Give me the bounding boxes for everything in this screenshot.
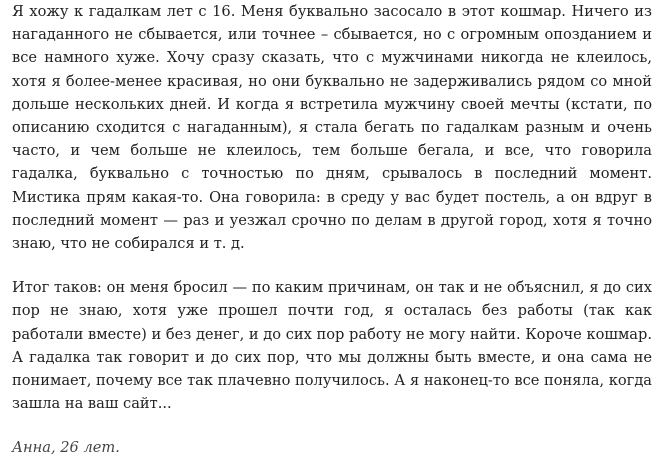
article-paragraph-1: Я хожу к гадалкам лет с 16. Меня буквально засосало в этот кошмар. Ничего из нагаданного не сбывается, или точнее – сбывается, но с огромным опозданием и все намного хуже. Хочу сразу сказать, что с мужчинами никогда не клеилось, хотя я более-менее красивая, но они буквально не задерживались рядом со мной дольше нескольких дней. И когда я встретила мужчину своей мечты (кстати, по описанию сходится с нагаданным), я стала бегать по гадалкам разным и очень часто, и чем больше не клеилось, тем больше бегала, и все, что говорила гадалка, буквально с точностью по дням, срывалось в последний момент. Мистика прям какая-то. Она говорила: в среду у вас будет постель, а он вдруг в последний момент — раз и уезжал срочно по делам в другой город, хотя я точно знаю, что не собирался и т. д. xyxy=(12,3,652,253)
paragraph-gap xyxy=(12,415,652,436)
paragraph-gap xyxy=(12,255,652,276)
article-paragraph-2: Итог таков: он меня бросил — по каким причинам, он так и не объяснил, я до сих пор не знаю, хотя уже прошел почти год, я осталась без работы (так как работали вместе) и без денег, и до сих пор работу не могу найти. Короче кошмар. А гадалка так говорит и до сих пор, что мы должны быть вместе, и она сама не понимает, почему все так плачевно получилось. А я наконец-то все поняла, когда зашла на ваш сайт... xyxy=(12,279,652,413)
author-signature: Анна, 26 лет. xyxy=(12,439,120,457)
article-body xyxy=(12,0,652,460)
